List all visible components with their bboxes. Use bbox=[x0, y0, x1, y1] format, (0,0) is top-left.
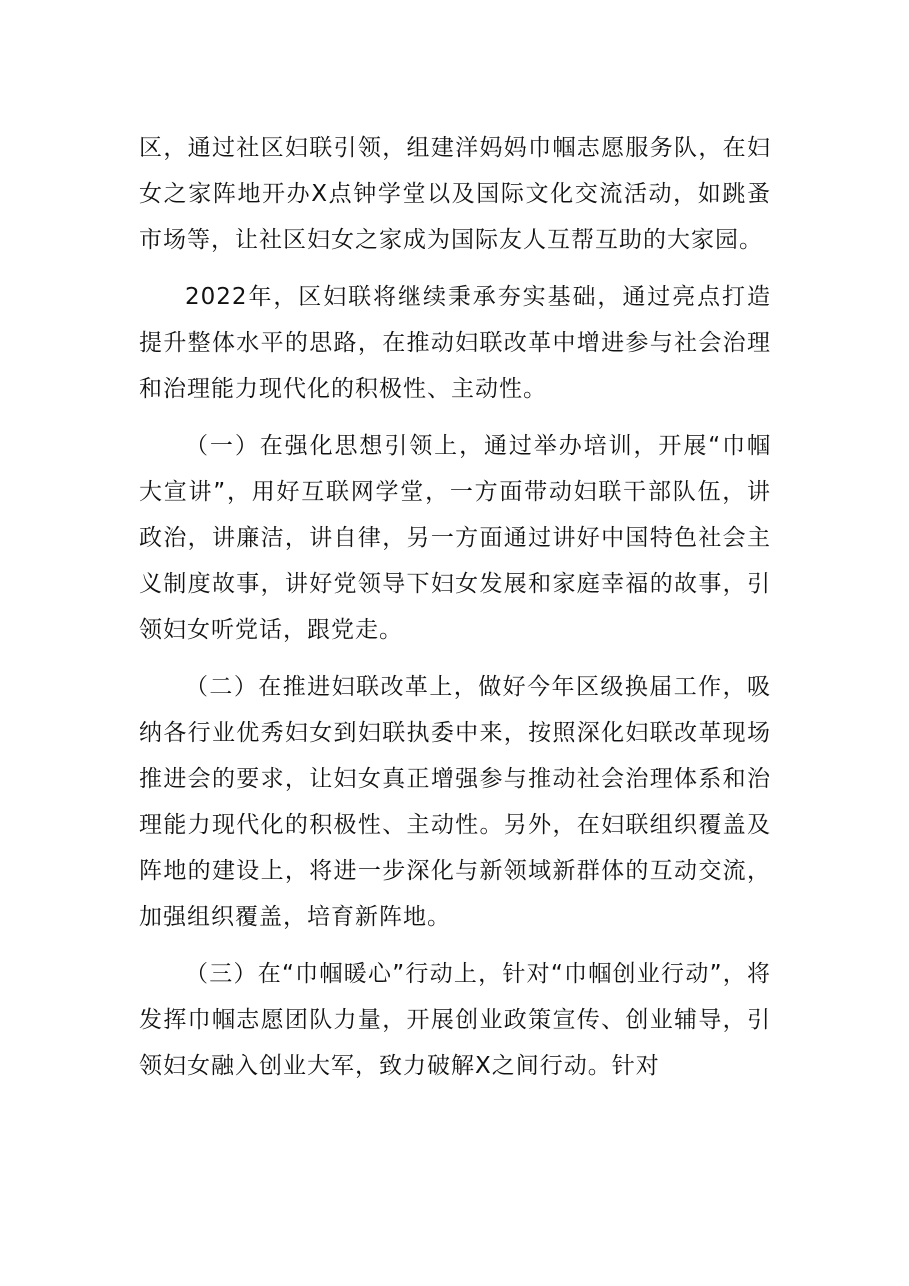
document-body bbox=[139, 125, 771, 1100]
paragraph-section-one: （一）在强化思想引领上，通过举办培训，开展“巾帼大宣讲”，用好互联网学堂，一方面带动妇联干部队伍，讲政治，讲廉洁，讲自律，另一方面通过讲好中国特色社会主义制度故事，讲好党领导下妇女发展和家庭幸福的故事，引领妇女听党话，跟党走。 bbox=[139, 433, 771, 643]
paragraph-2022-plan: 2022年，区妇联将继续秉承夯实基础，通过亮点打造提升整体水平的思路，在推动妇联改革中增进参与社会治理和治理能力现代化的积极性、主动性。 bbox=[139, 284, 771, 402]
paragraph-section-two: （二）在推进妇联改革上，做好今年区级换届工作，吸纳各行业优秀妇女到妇联执委中来，按照深化妇联改革现场推进会的要求，让妇女真正增强参与推动社会治理体系和治理能力现代化的积极性、主动性。另外，在妇联组织覆盖及阵地的建设上，将进一步深化与新领域新群体的互动交流，加强组织覆盖，培育新阵地。 bbox=[139, 674, 771, 930]
paragraph-section-three: （三）在“巾帼暖心”行动上，针对“巾帼创业行动”，将发挥巾帼志愿团队力量，开展创业政策宣传、创业辅导，引领妇女融入创业大军，致力破解X之间行动。针对 bbox=[139, 961, 771, 1079]
paragraph-continuation: 区，通过社区妇联引领，组建洋妈妈巾帼志愿服务队，在妇女之家阵地开办X点钟学堂以及国际文化交流活动，如跳蚤市场等，让社区妇女之家成为国际友人互帮互助的大家园。 bbox=[139, 135, 771, 253]
